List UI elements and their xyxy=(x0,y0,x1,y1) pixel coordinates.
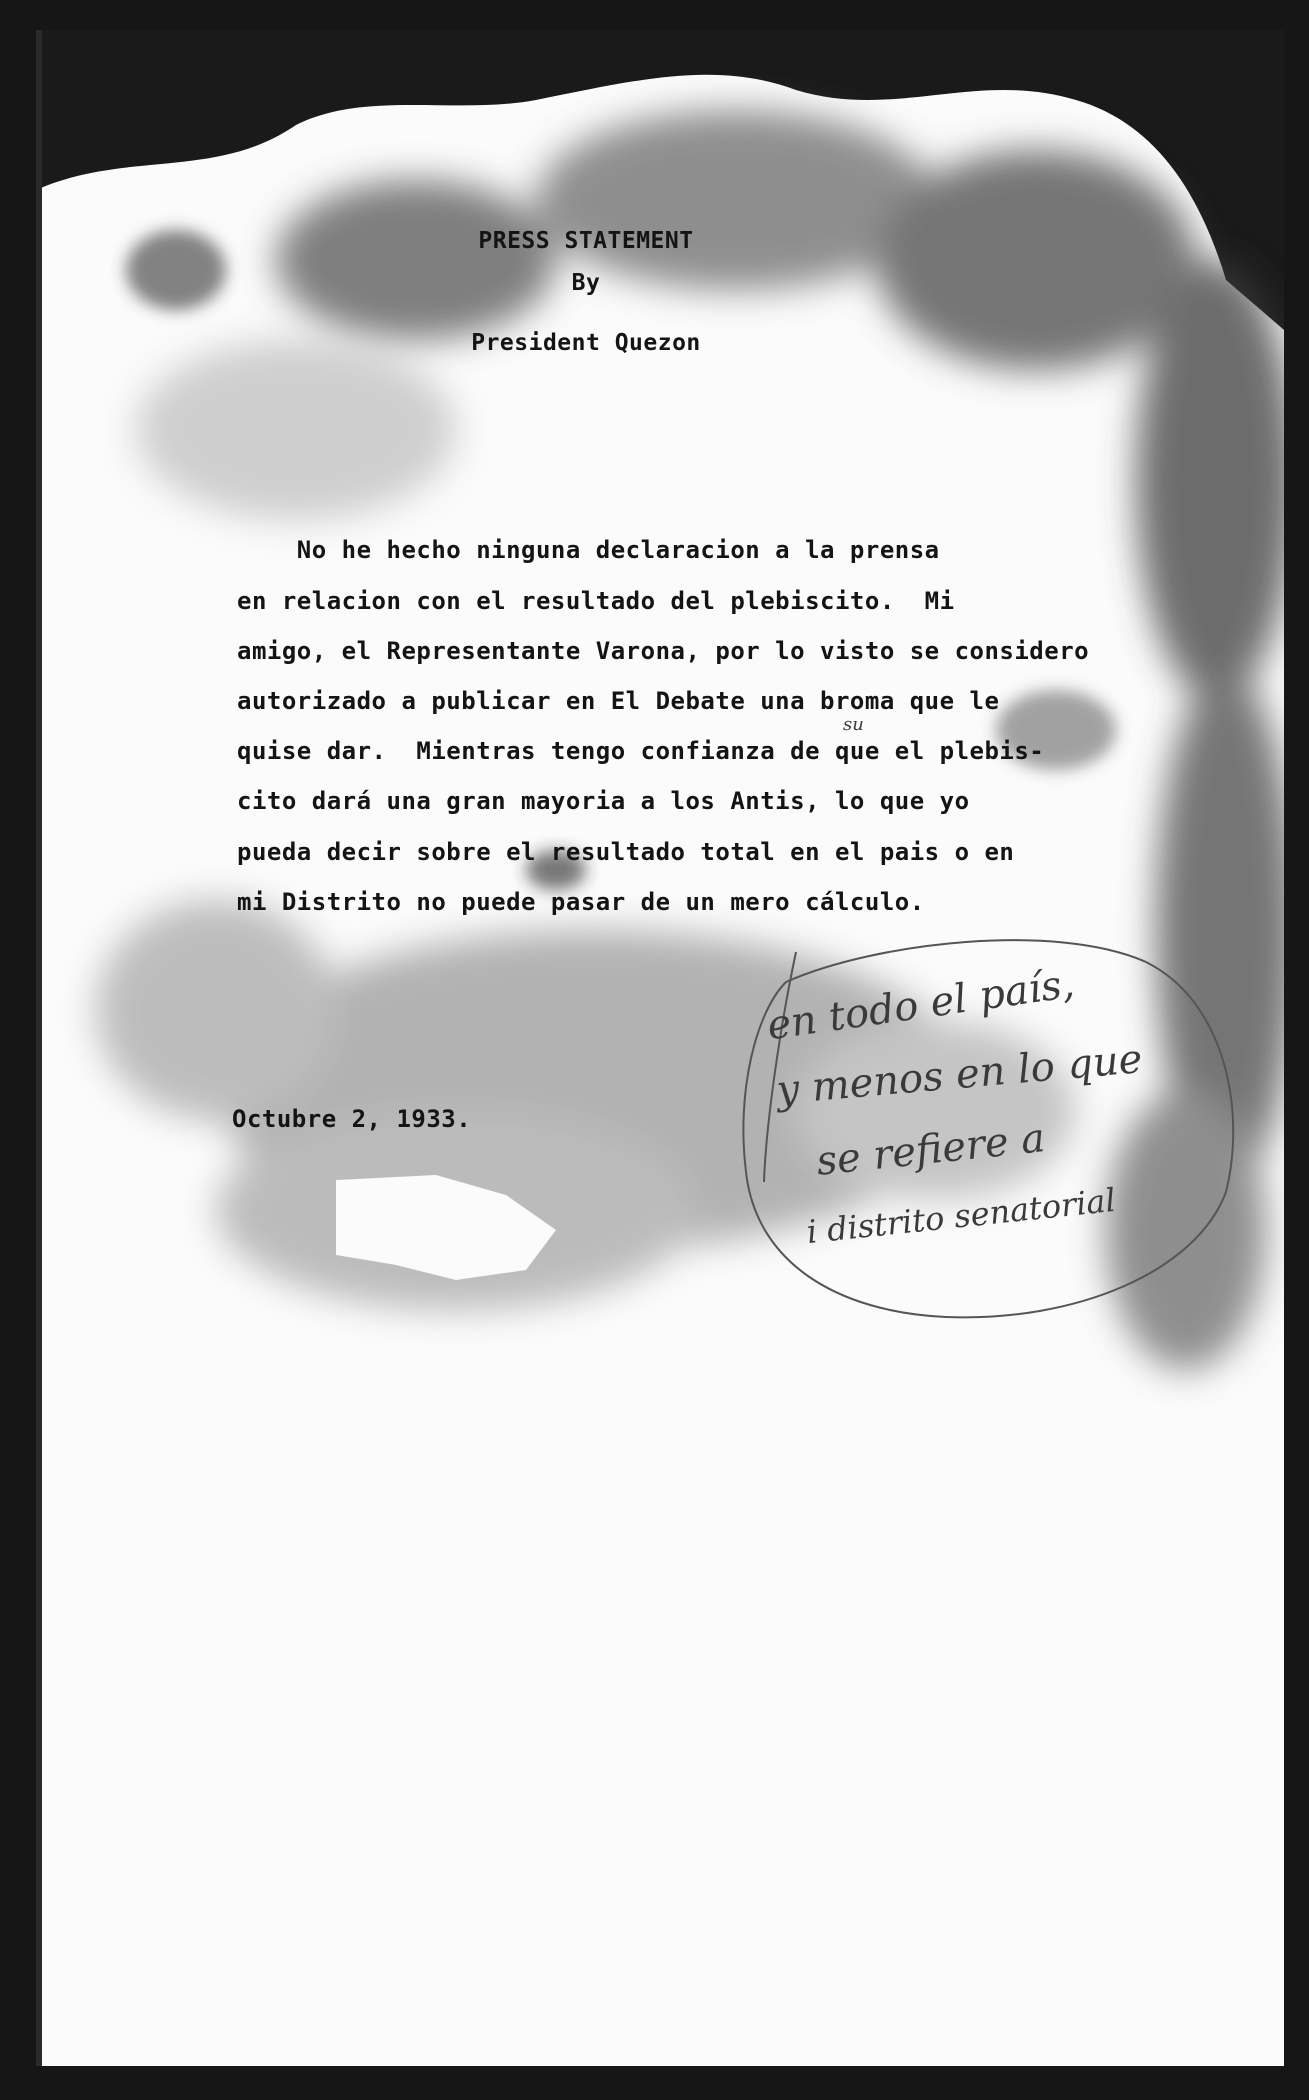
handwritten-annotation xyxy=(726,922,1246,1342)
body-line-4: autorizado a publicar en El Debate una broma que le xyxy=(237,687,1000,715)
body-line-1: No he hecho ninguna declaracion a la prensa xyxy=(237,536,940,564)
body-line-8: mi Distrito no puede pasar de un mero cálculo. xyxy=(237,888,925,916)
interlinear-insert: su xyxy=(843,714,864,735)
date-line: Octubre 2, 1933. xyxy=(232,1105,472,1133)
body-line-3: amigo, el Representante Varona, por lo visto se considero xyxy=(237,637,1090,665)
body-line-5: quise dar. Mientras tengo confianza de que el plebis- xyxy=(237,737,1045,765)
document-page xyxy=(36,30,1284,2066)
handwritten-line-4: i distrito senatorial xyxy=(804,1180,1118,1252)
handwritten-line-1: en todo el país, xyxy=(764,960,1078,1050)
heading-author: President Quezon xyxy=(471,330,701,356)
handwritten-line-3: se refiere a xyxy=(814,1115,1048,1185)
heading-by: By xyxy=(571,270,601,296)
heading-title: PRESS STATEMENT xyxy=(478,228,694,254)
body-line-2: en relacion con el resultado del plebiscito. Mi xyxy=(237,587,955,615)
body-line-6: cito dará una gran mayoria a los Antis, lo que yo xyxy=(237,787,970,815)
body-line-7: pueda decir sobre el resultado total en el pais o en xyxy=(237,838,1015,866)
handwritten-line-2: y menos en lo que xyxy=(774,1036,1145,1114)
